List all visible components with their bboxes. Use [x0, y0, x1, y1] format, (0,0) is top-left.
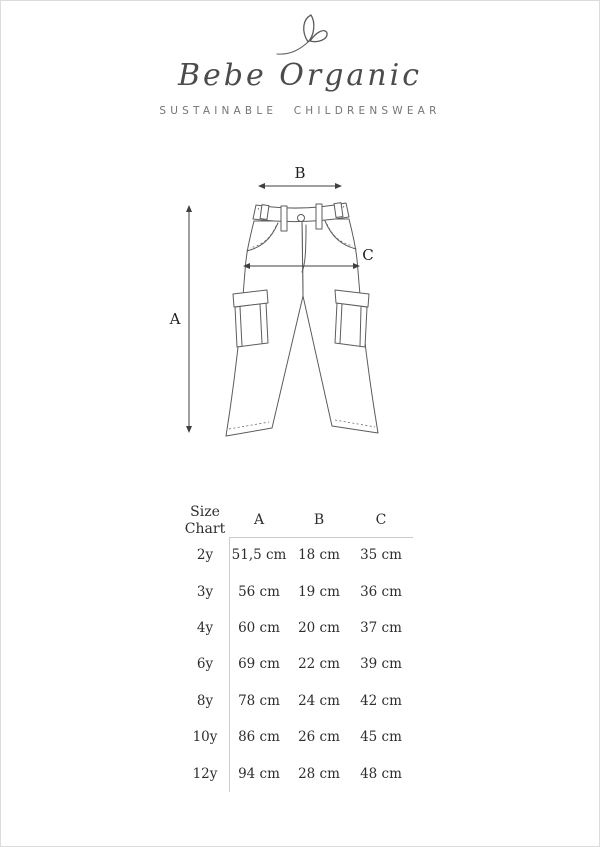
- measurement-value: 78 cm: [238, 692, 280, 709]
- size-chart-table: [181, 504, 413, 792]
- measure-label-a: A: [169, 310, 181, 328]
- size-row-label: 8y: [196, 692, 214, 709]
- measure-a: [169, 205, 192, 433]
- column-header-c: C: [375, 512, 387, 529]
- measure-label-b: B: [294, 164, 306, 182]
- measurement-value: 48 cm: [360, 765, 402, 782]
- brand-tagline: SUSTAINABLE CHILDRENSWEAR: [159, 105, 441, 117]
- size-row-label: 10y: [192, 729, 218, 746]
- measurement-value: 42 cm: [360, 692, 402, 709]
- measurement-value: 28 cm: [298, 765, 340, 782]
- measurement-value: 39 cm: [360, 656, 402, 673]
- measure-b: [258, 164, 342, 189]
- column-header-a: A: [253, 512, 265, 529]
- measurement-value: 22 cm: [298, 656, 340, 673]
- measurement-value: 36 cm: [360, 583, 402, 600]
- leaf-sprig-icon: [273, 12, 329, 58]
- measurement-value: 56 cm: [238, 583, 280, 600]
- measurement-value: 94 cm: [238, 765, 280, 782]
- column-header-b: B: [313, 512, 325, 529]
- measurement-value: 69 cm: [238, 656, 280, 673]
- measurement-value: 19 cm: [298, 583, 340, 600]
- size-row-label: 4y: [196, 619, 214, 636]
- size-row-label: 2y: [196, 547, 214, 564]
- size-row-label: 3y: [196, 583, 214, 600]
- pants-sketch: [226, 203, 378, 436]
- belt-loop: [316, 204, 322, 229]
- size-row-label: 6y: [196, 656, 214, 673]
- measurement-value: 35 cm: [360, 547, 402, 564]
- pants-measurement-diagram: [159, 159, 424, 454]
- measurement-value: 45 cm: [360, 729, 402, 746]
- measurement-value: 60 cm: [238, 619, 280, 636]
- cargo-pocket-right: [335, 290, 369, 347]
- size-row-label: 12y: [192, 765, 218, 782]
- cargo-pocket-left: [233, 290, 268, 347]
- measurement-value: 51,5 cm: [231, 547, 287, 564]
- brand-name: Bebe Organic: [177, 58, 423, 93]
- belt-loop: [281, 206, 287, 231]
- belt-loop: [260, 205, 269, 220]
- waist-button: [298, 215, 305, 222]
- belt-loop: [334, 203, 343, 218]
- table-title: Size Chart: [184, 503, 226, 537]
- measure-label-c: C: [362, 246, 374, 264]
- measurement-value: 26 cm: [298, 729, 340, 746]
- measurement-value: 24 cm: [298, 692, 340, 709]
- measurement-value: 18 cm: [298, 547, 340, 564]
- measurement-value: 86 cm: [238, 729, 280, 746]
- measurement-value: 37 cm: [360, 619, 402, 636]
- measurement-value: 20 cm: [298, 619, 340, 636]
